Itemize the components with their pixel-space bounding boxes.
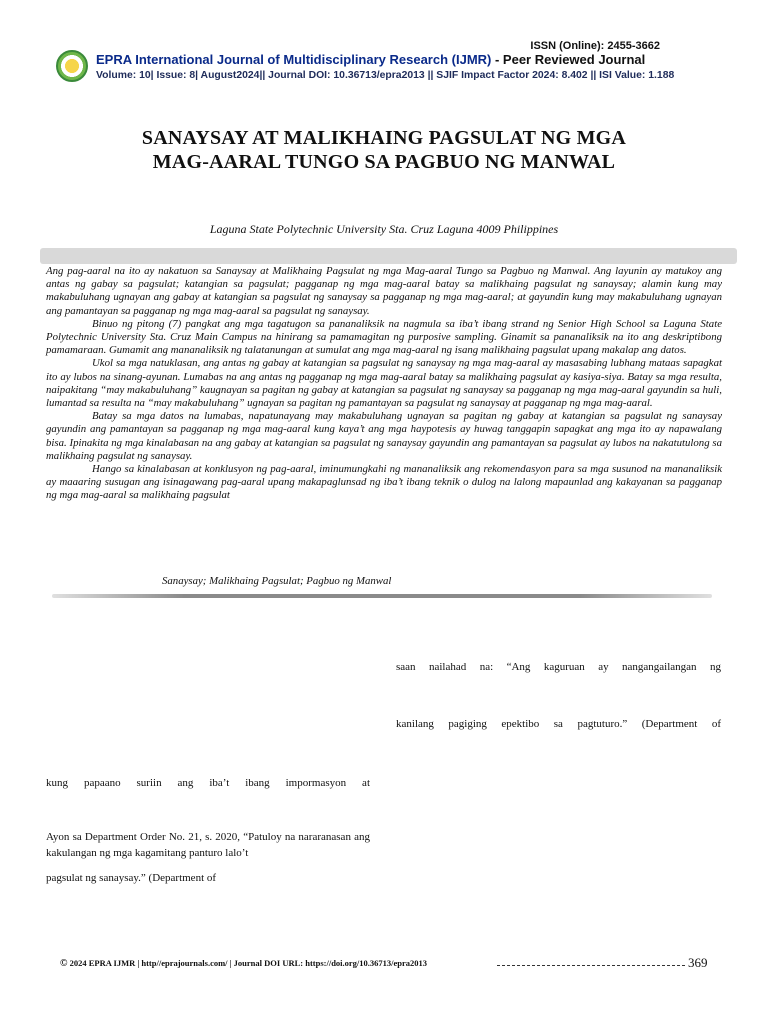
footer-dash-line bbox=[497, 965, 685, 966]
section-divider bbox=[52, 594, 712, 598]
copyright-symbol: © bbox=[60, 958, 68, 969]
journal-tagline: - Peer Reviewed Journal bbox=[491, 52, 646, 67]
abstract-paragraph: Binuo ng pitong (7) pangkat ang mga tagatugon sa pananaliksik na nagmula sa iba’t ibang strand ng Senior High School sa Laguna State Polytechnic University Sta. Cruz Main Campus na hinirang sa pamamagitan ng purposive sampling. Ginamit sa pananaliksik na ito ang deskriptibong pamamaraan. Gumamit ang mananaliksik ng talatanungan at sumulat ang mga mag-aaral ng isang malikhaing pagsulat upang makalap ang datos. bbox=[46, 317, 722, 357]
body-text-left-1: kung papaano suriin ang iba’t ibang impormasyon at bbox=[46, 777, 370, 789]
footer bbox=[60, 958, 427, 969]
page-number: 369 bbox=[688, 955, 708, 970]
abstract-paragraph: Hango sa kinalabasan at konklusyon ng pag-aaral, iminumungkahi ng mananaliksik ang rekomendasyon para sa mga susunod na mananaliksik ay maaaring susugan ang isinagawang pag-aaral upang makapaglunsad ng iba’t ibang teknik o dulog na lalong mapaunlad ang kakayanan sa pagganap ng mga mag-aaral sa malikhaing pagsulat bbox=[46, 463, 722, 502]
abstract-paragraph: Ang pag-aaral na ito ay nakatuon sa Sanaysay at Malikhaing Pagsulat ng mga Mag-aaral Tungo sa Pagbuo ng Manwal. Ang layunin ay matukoy ang antas ng gabay sa pagsulat; katangian sa pagsulat; pagganap ng mga mag-aaral batay sa malikhaing pagsulat ng sanaysay; alamin kung may makabuluhang ugnayan ang gabay at katangian sa pagsulat ng sanaysay sa pagganap ng mga mag-aaral; at gayundin kung may makabuluhang ugnayan ang pamantayan sa pagganap ng mga mag-aaral sa pagsulat ng sanaysay. bbox=[46, 265, 722, 317]
abstract-header-bar bbox=[40, 248, 737, 264]
body-text-right-2: kanilang pagiging epektibo sa pagtuturo.” (Department of bbox=[396, 718, 721, 730]
footer-text: 2024 EPRA IJMR | http//eprajournals.com/ | Journal DOI URL: https://doi.org/10.36713/epra2013 bbox=[69, 958, 428, 968]
body-text-right-1: saan nailahad na: “Ang kaguruan ay nangangailangan ng bbox=[396, 661, 721, 673]
paper-title bbox=[0, 126, 768, 174]
affiliation: Laguna State Polytechnic University Sta. Cruz Laguna 4009 Philippines bbox=[209, 222, 559, 236]
journal-meta: Volume: 10| Issue: 8| August2024|| Journal DOI: 10.36713/epra2013 || SJIF Impact Factor 2024: 8.402 || ISI Value: 1.188 bbox=[96, 70, 675, 81]
title-line-1: SANAYSAY AT MALIKHAING PAGSULAT NG MGA bbox=[141, 127, 627, 149]
journal-title bbox=[96, 52, 645, 67]
abstract-paragraph: Batay sa mga datos na lumabas, napatunayang may makabuluhang ugnayan sa pagitan ng gabay at katangian sa pagsulat ng sanaysay gayundin ang pamantayan sa pagganap ng mga mag-aaral kung kaya’t ang mga haypotesis ay huwag tanggapin sapagkat ang mga ito ay napawalang bisa. Ipinakita ng mga kinalabasan na ang gabay at katangian sa pagsulat ng sanaysay gayundin ang pamantayan sa pagsulat ay lubos na nakatutulong sa malikhaing pagsulat ng sanaysay. bbox=[46, 410, 722, 462]
abstract-paragraph: Ukol sa mga natuklasan, ang antas ng gabay at katangian sa pagsulat ng sanaysay ng mga mag-aaral ay masasabing lubhang mataas sapagkat ito ay lubos na sinang-ayunan. Lumabas na ang antas ng pagganap ng mga mag-aaral batay sa malikhaing pagsulat ay kasiya-siya. Batay sa mga resulta, naipakitang “may makabuluhang” kaugnayan sa pagitan ng gabay at katangian sa pagsulat ng sanaysay sa pagganap ng mga mag-aaral gayundin sa huli, lumantad sa resulta na “may makabuluhang” ugnayan sa pagitan ng pamantayan sa pagsulat ng sanaysay at pagganap ng mga mag-aaral. bbox=[46, 357, 722, 410]
abstract bbox=[46, 265, 722, 503]
keywords: Sanaysay; Malikhaing Pagsulat; Pagbuo ng Manwal bbox=[162, 575, 392, 587]
journal-name: EPRA International Journal of Multidisciplinary Research (IJMR) bbox=[96, 52, 492, 67]
body-text-left-2: Ayon sa Department Order No. 21, s. 2020, “Patuloy na nararanasan ang kakulangan ng mga kagamitang panturo lalo’t bbox=[46, 831, 370, 859]
body-text-left-3: pagsulat ng sanaysay.” (Department of bbox=[46, 872, 217, 884]
issn: ISSN (Online): 2455-3662 bbox=[530, 40, 660, 52]
journal-logo-icon bbox=[56, 50, 88, 82]
title-line-2: MAG-AARAL TUNGO SA PAGBUO NG MANWAL bbox=[152, 151, 616, 173]
